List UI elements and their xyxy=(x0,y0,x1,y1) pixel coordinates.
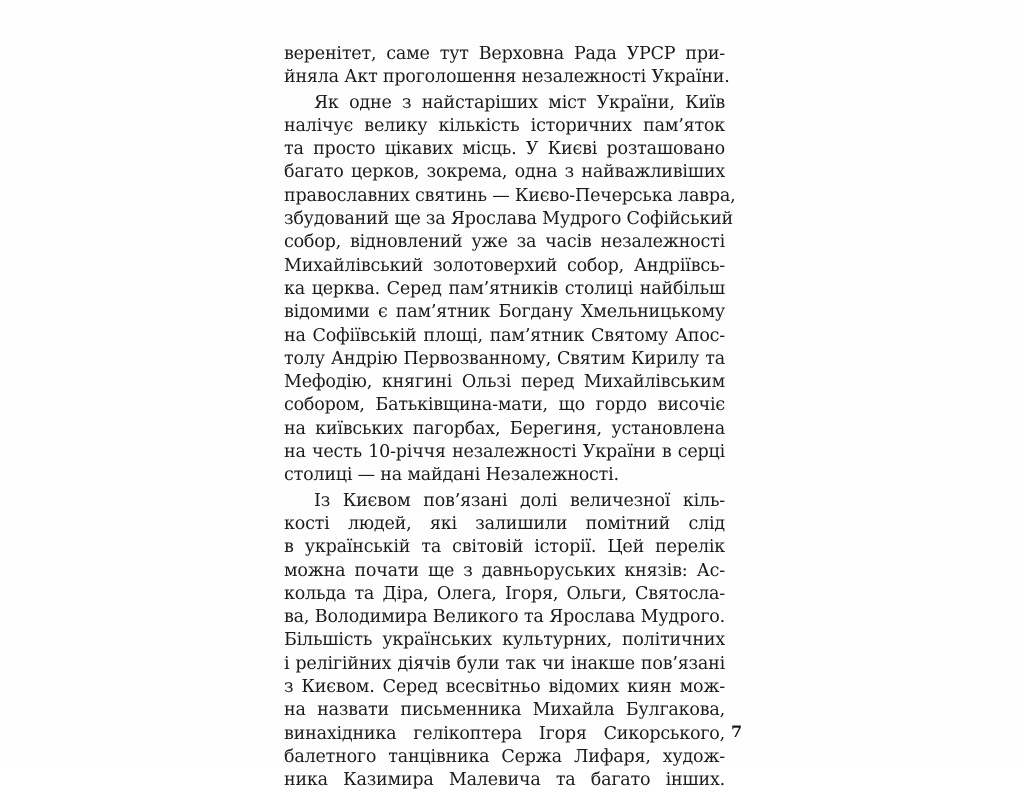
text-line: толу Андрію Первозванному, Святим Кирилу та xyxy=(284,348,725,369)
text-line: і релігійних діячів були так чи інакше пов’язані xyxy=(284,653,725,674)
text-line: ва, Володимира Великого та Ярослава Мудрого. xyxy=(284,607,725,628)
text-line: кольда та Діра, Олега, Ігоря, Ольги, Святосла- xyxy=(284,583,725,604)
text-line: собором, Батьківщина-мати, що гордо височіє xyxy=(284,395,725,416)
text-line: Михайлівський золотоверхий собор, Андріївсь- xyxy=(284,255,725,276)
text-line: на київських пагорбах, Берегиня, установлена xyxy=(284,418,725,439)
text-line: Як одне з найстаріших міст України, Київ xyxy=(314,92,725,113)
text-line: з Києвом. Серед всесвітньо відомих киян мож- xyxy=(284,677,725,698)
text-line: налічує велику кількість історичних пам’яток xyxy=(284,115,725,136)
text-line: можна почати ще з давньоруських князів: Ас- xyxy=(284,560,725,581)
text-line: Із Києвом пов’язані долі величезної кіль- xyxy=(314,490,725,511)
text-line: на Софіївській площі, пам’ятник Святому Апос- xyxy=(284,325,725,346)
text-line: багато церков, зокрема, одна з найважливіших xyxy=(284,162,725,183)
text-line: Більшість українських культурних, політичних xyxy=(284,630,725,651)
text-line: ника Казимира Малевича та багато інших. xyxy=(284,770,725,791)
text-line: та просто цікавих місць. У Києві розташовано xyxy=(284,139,725,160)
text-line: собор, відновлений уже за часів незалежності xyxy=(284,232,725,253)
text-line: на честь 10-річчя незалежності України в серці xyxy=(284,442,725,463)
text-line: столиці — на майдані Незалежності. xyxy=(284,465,619,486)
body-text xyxy=(284,43,736,793)
text-line: відомими є пам’ятник Богдану Хмельницькому xyxy=(284,302,725,323)
text-line: православних святинь — Києво-Печерська лавра, xyxy=(284,185,736,206)
text-line: йняла Акт проголошення незалежності України. xyxy=(284,67,730,88)
text-line: ка церква. Серед пам’ятників столиці найбільш xyxy=(284,278,725,299)
text-line: в українській та світовій історії. Цей перелік xyxy=(284,537,725,558)
text-line: винахідника гелікоптера Ігоря Сикорського, xyxy=(284,723,725,744)
text-line: збудований ще за Ярослава Мудрого Софійський xyxy=(284,209,734,230)
text-line: кості людей, які залишили помітний слід xyxy=(284,513,725,534)
text-line: на назвати письменника Михайла Булгакова, xyxy=(284,700,725,721)
text-line: балетного танцівника Сержа Лифаря, худож- xyxy=(284,746,725,767)
text-line: веренітет, саме тут Верховна Рада УРСР при- xyxy=(284,44,725,64)
page-number: 7 xyxy=(731,722,743,741)
text-line: Мефодію, княгині Ользі перед Михайлівським xyxy=(284,372,725,393)
